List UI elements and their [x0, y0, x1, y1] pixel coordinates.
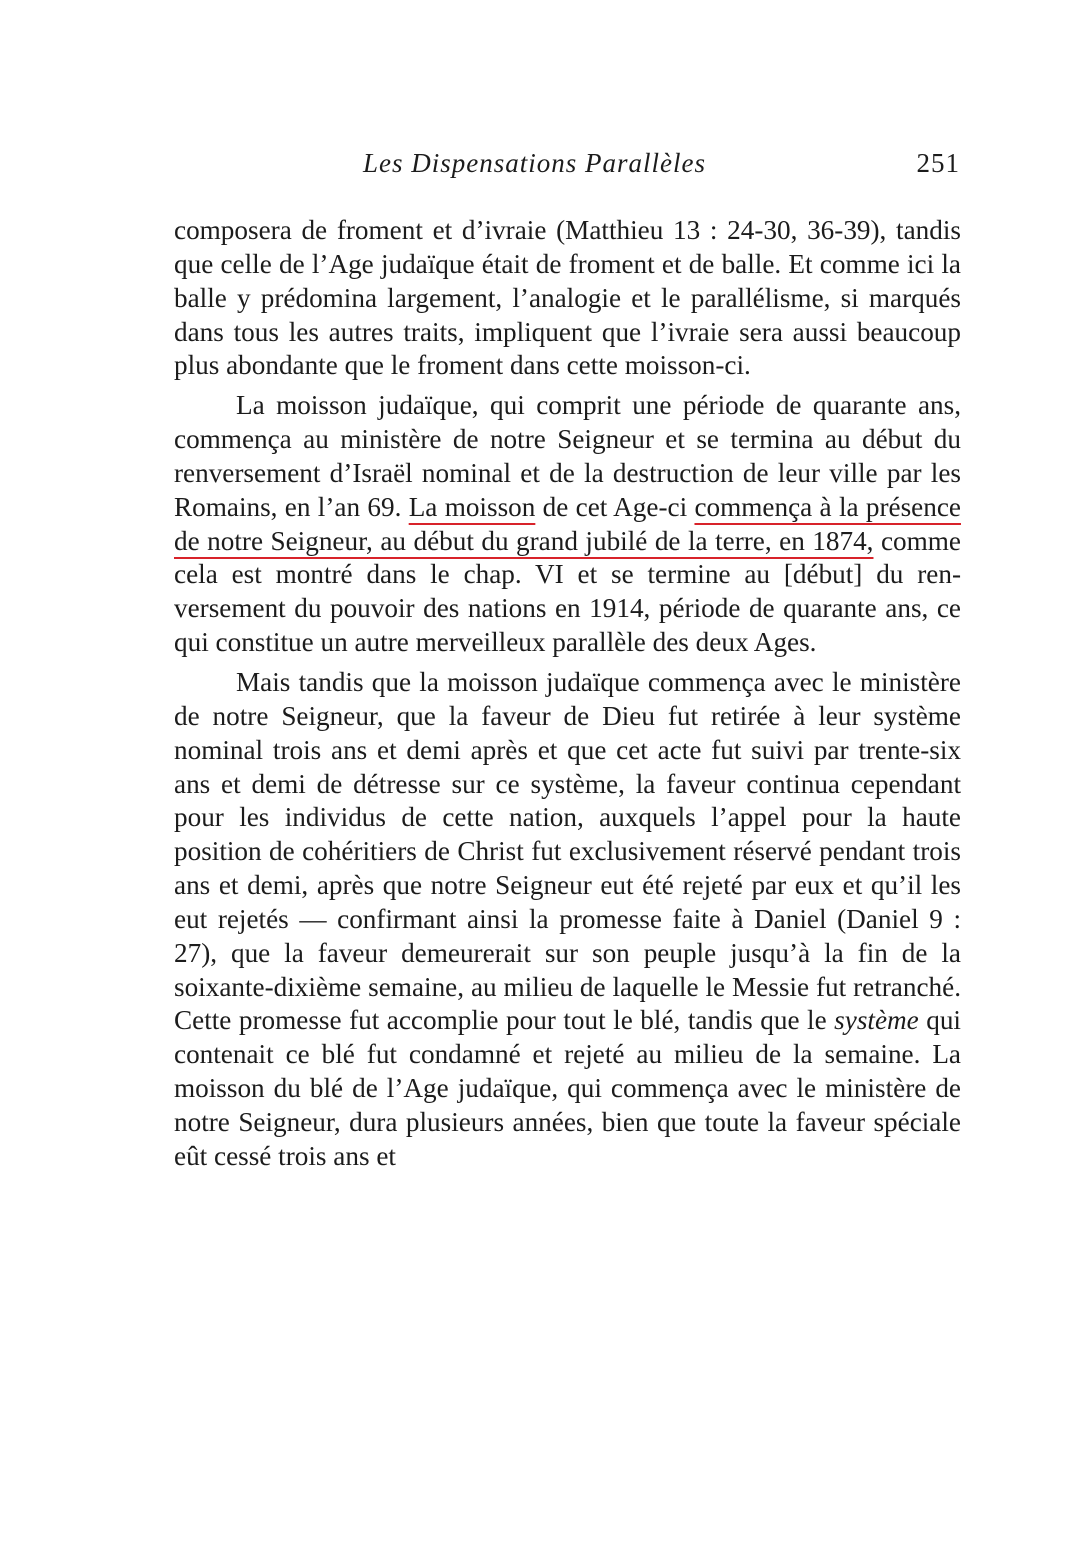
- body-text: [174, 214, 961, 1174]
- text-segment: Mais tandis que la moisson judaïque commença avec le ministère de notre Seigneur, que la faveur de Dieu fut retirée à leur système nominal trois ans et demi après et que cet acte fut suivi par trente-six ans et demi de détresse sur ce système, la faveur continua cependant pour les individus de cette nation, auxquels l’appel pour la haute position de cohéritiers de Christ fut exclusivement réservé pendant trois ans et demi, après que notre Seigneur eut été rejeté par eux et qu’il les eut rejetés — confirmant ainsi la promesse faite à Daniel (Daniel 9 : 27), que la faveur demeurerait sur son peuple jusqu’à la fin de la soixante-dixième semaine, au milieu de laquelle le Messie fut retranché. Cette promesse fut accomplie pour tout le blé, tandis que le: [174, 666, 961, 1036]
- text-segment: comme cela est montré dans le chap. VI et se termine au [début] du renversement du pouvoir des nations en 1914, période de quarante ans, ce qui constitue un autre merveilleux parallèle des deux Ages.: [174, 525, 961, 658]
- text-segment: qui contenait ce blé fut condamné et rejeté au milieu de la semaine. La moisson du blé de l’Age judaïque, qui commença avec le ministère de notre Seigneur, dura plusieurs années, bien que toute la faveur spéciale eût cessé trois ans et: [174, 1005, 961, 1171]
- paragraph-2: [174, 389, 961, 660]
- italic-word: système: [834, 1005, 919, 1036]
- text-segment: La moisson judaïque, qui comprit une période de quarante ans, commença au ministère de notre Seigneur et se termina au début du renversement d’Israël nominal et de la destruction de leur ville par les Romains, en l’an 69.: [174, 390, 961, 522]
- page-number: 251: [916, 148, 960, 178]
- underlined-phrase: La moisson: [408, 491, 536, 522]
- running-head: [175, 148, 962, 184]
- running-title: Les Dispensations Parallèles: [363, 148, 706, 178]
- underlined-phrase: commença à la présence de notre Seigneur, au début du grand jubilé de la terre, en 1874,: [174, 491, 961, 556]
- text-segment: composera de froment et d’ivraie (Matthieu 13 : 24-30, 36-39), tandis que celle de l’Age judaïque était de froment et de balle. Et comme ici la balle y prédomina largement, l’analogie et le parallélisme, si marqués dans tous les autres traits, impliquent que l’ivraie sera aussi beaucoup plus abondante que le froment dans cette moisson-ci.: [174, 215, 961, 381]
- text-segment: de cet Age-ci: [535, 491, 695, 522]
- paragraph-3: [174, 666, 961, 1174]
- paragraph-1: [174, 214, 961, 383]
